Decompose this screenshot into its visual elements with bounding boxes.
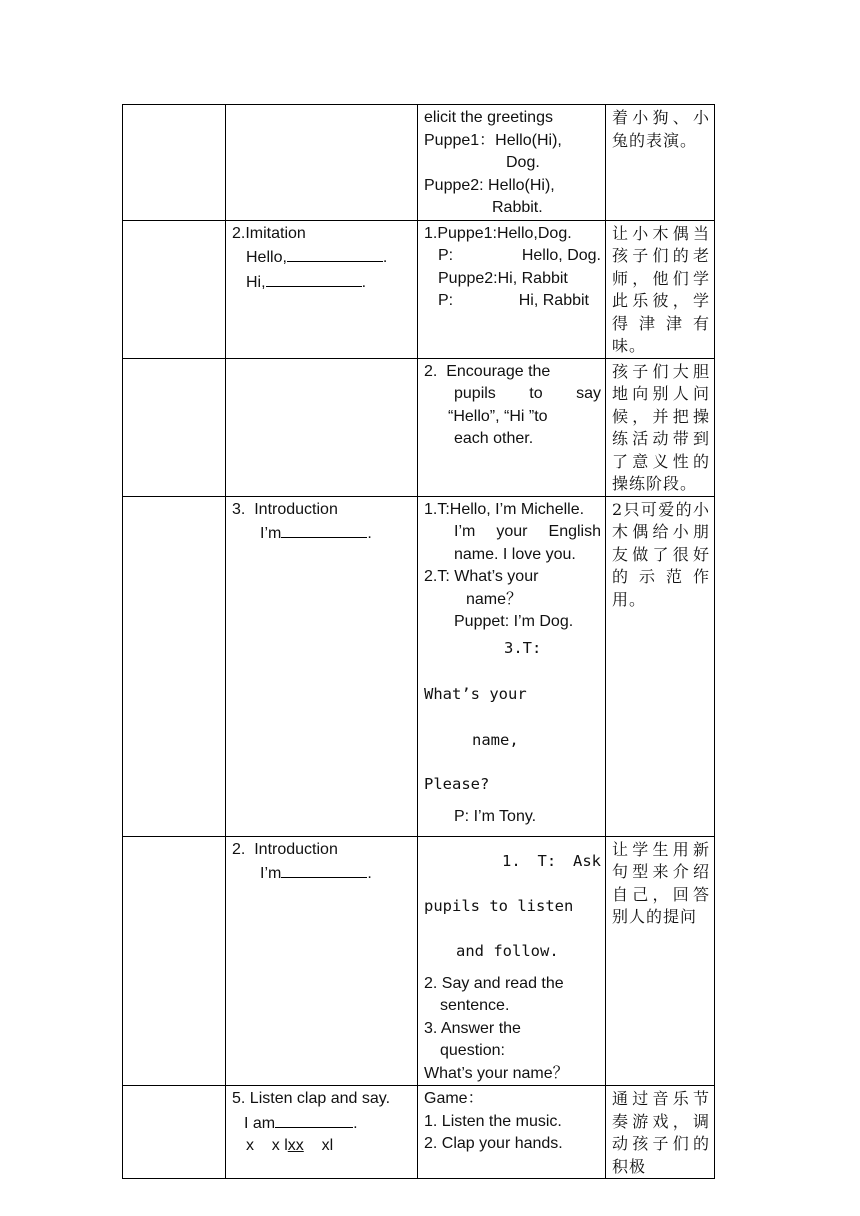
line-text: Introduction (254, 840, 338, 858)
line-text: pupils (454, 385, 496, 402)
activity-line (424, 290, 601, 313)
line-text: xl (321, 1137, 334, 1154)
blank-line (275, 1111, 353, 1128)
activity-line: 1.Puppe1:Hello,Dog. (424, 224, 572, 242)
activity-line: sentence. (440, 997, 510, 1014)
activity-cell (418, 836, 606, 1086)
content-line (232, 861, 413, 886)
purpose-cell: 2只可爱的小木偶给小朋友做了很好的示范作用。 (606, 496, 715, 836)
line-text: P: (438, 247, 454, 264)
activity-line: Game： (424, 1090, 484, 1107)
activity-line: Rabbit. (492, 199, 543, 216)
activity-line: Please? (424, 774, 490, 793)
table-row (123, 220, 715, 358)
line-text: Introduction (254, 500, 338, 518)
content-line (232, 499, 413, 522)
step-cell (123, 836, 226, 1086)
line-text: Ask (573, 851, 601, 870)
activity-cell (418, 358, 606, 496)
table-row (123, 496, 715, 836)
line-text: 3. (232, 500, 246, 518)
content-line (232, 1135, 413, 1158)
activity-line: Puppe2:Hi, Rabbit (438, 269, 568, 287)
activity-line: 1. Listen the music. (424, 1112, 562, 1130)
step-cell (123, 496, 226, 836)
line-text: I am (244, 1114, 276, 1132)
content-line: 2.Imitation (232, 224, 306, 242)
activity-line: 2. Clap your hands. (424, 1135, 563, 1152)
content-cell (226, 836, 418, 1086)
activity-line: pupils to listen (424, 896, 574, 915)
content-cell (226, 496, 418, 836)
content-line (232, 245, 413, 270)
activity-line: P: I’m Tony. (454, 807, 537, 825)
activity-line: 2.T: What’s your (424, 568, 539, 585)
activity-line (424, 361, 601, 384)
activity-line: 3. Answer the (424, 1019, 521, 1037)
purpose-cell: 让小木偶当孩子们的老师，他们学此乐彼，学得津津有味。 (606, 220, 715, 358)
line-text: . (367, 525, 372, 542)
line-text: . (361, 273, 367, 291)
table-row (123, 836, 715, 1086)
activity-line: name. I love you. (454, 545, 576, 563)
purpose-cell: 通过音乐节奏游戏，调动孩子们的积极 (606, 1086, 715, 1179)
content-line (232, 839, 413, 862)
line-text: Hello, Dog. (521, 247, 601, 264)
activity-line (424, 521, 601, 544)
blank-line (281, 521, 367, 538)
blank-line (281, 861, 367, 878)
line-text: 2. (232, 840, 246, 858)
content-line (232, 1111, 413, 1136)
activity-cell (418, 496, 606, 836)
purpose-cell: 孩子们大胆地向别人问候，并把操练活动带到了意义性的操练阶段。 (606, 358, 715, 496)
activity-line: name？ (466, 590, 523, 608)
blank-line (287, 245, 383, 262)
line-text: 2. (424, 362, 438, 380)
line-text: to (529, 385, 543, 402)
line-text: xx (287, 1137, 304, 1154)
line-text: T: (537, 851, 557, 870)
lesson-plan-table (122, 104, 715, 1179)
activity-line: each other. (454, 430, 534, 447)
step-cell (123, 220, 226, 358)
line-text: x l (271, 1137, 288, 1154)
line-text: I’m (454, 523, 476, 540)
activity-line: 1.T:Hello, I’m Michelle. (424, 500, 585, 518)
activity-line (424, 245, 601, 268)
activity-line: 3.T: (504, 638, 542, 657)
line-text: x (246, 1137, 254, 1154)
activity-line: Puppet: I’m Dog. (454, 613, 574, 630)
content-line (232, 521, 413, 546)
activity-line: What’s your (424, 684, 527, 703)
content-cell (226, 220, 418, 358)
step-cell (123, 1086, 226, 1179)
content-line (232, 270, 413, 295)
activity-line: Dog. (506, 154, 540, 171)
line-text: I’m (260, 525, 282, 542)
table-row (123, 1086, 715, 1179)
line-text: . (367, 865, 372, 882)
line-text: Hi, (246, 273, 266, 291)
purpose-cell: 让学生用新句型来介绍自己，回答别人的提问 (606, 836, 715, 1086)
content-line: 5. Listen clap and say. (232, 1090, 391, 1107)
line-text: Hello, (246, 249, 287, 266)
activity-line: Puppe2: Hello(Hi), (424, 176, 555, 194)
content-cell (226, 358, 418, 496)
line-text: Encourage the (446, 362, 551, 380)
activity-line: 2. Say and read the (424, 974, 564, 992)
activity-line: question: (440, 1042, 505, 1059)
activity-line: elicit the greetings (424, 109, 553, 126)
table-row (123, 358, 715, 496)
activity-cell (418, 220, 606, 358)
step-cell (123, 105, 226, 221)
activity-line: name, (472, 730, 519, 749)
activity-cell (418, 1086, 606, 1179)
activity-cell (418, 105, 606, 221)
table-row (123, 105, 715, 221)
line-text: Hi, Rabbit (518, 292, 589, 309)
line-text: 1. (502, 851, 521, 870)
line-text: . (382, 249, 388, 266)
content-cell (226, 1086, 418, 1179)
activity-line: What’s your name？ (424, 1064, 569, 1082)
purpose-cell: 着小狗、小兔的表演。 (606, 105, 715, 221)
line-text: say (576, 385, 601, 402)
line-text: your (496, 523, 528, 540)
activity-line: and follow. (456, 941, 559, 960)
step-cell (123, 358, 226, 496)
activity-line: Puppe1：Hello(Hi), (424, 131, 562, 149)
line-text: I’m (260, 865, 282, 882)
line-text: English (548, 523, 601, 540)
line-text: P: (438, 292, 454, 309)
activity-line (424, 383, 601, 406)
activity-line: “Hello”, “Hi ”to (448, 407, 548, 425)
content-cell (226, 105, 418, 221)
activity-line (424, 849, 601, 873)
line-text: . (353, 1114, 358, 1132)
blank-line (266, 270, 362, 287)
